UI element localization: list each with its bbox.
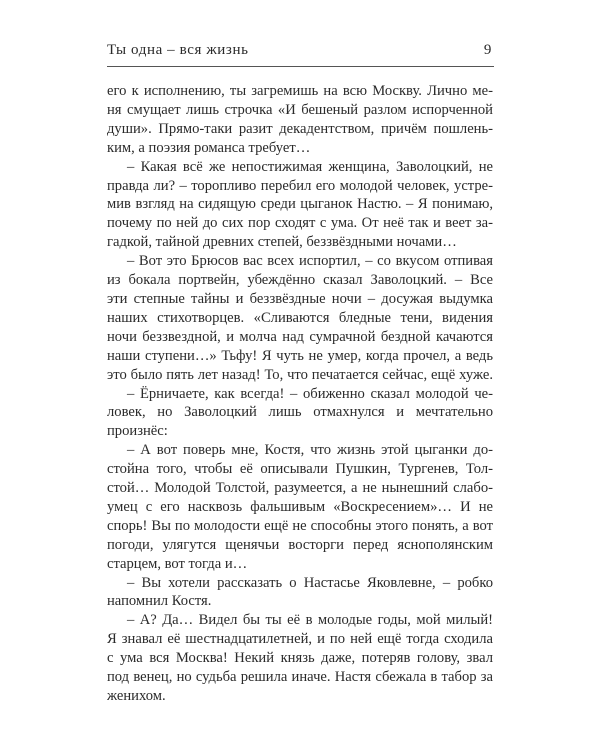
page-number: 9 bbox=[483, 42, 492, 58]
text-line: под венец, но судьба решила иначе. Настя сбежала в табор за bbox=[107, 669, 493, 686]
text-line: старцем, вот тогда и… bbox=[107, 555, 248, 572]
text-line: эти степные тайны и беззвёздные ночи – досужая выдумка bbox=[107, 290, 493, 307]
page-body-text bbox=[107, 82, 493, 706]
text-line: стойна того, чтобы её описывали Пушкин, Тургенев, Тол- bbox=[107, 461, 493, 478]
text-line: наших стихотворцев. «Сливаются бледные тени, видения bbox=[107, 309, 493, 326]
text-line: напомнил Костя. bbox=[107, 593, 212, 610]
text-line: его к исполнению, ты загремишь на всю Москву. Лично ме- bbox=[107, 83, 493, 99]
text-line: это было пять лет назад! То, что печатается сейчас, ещё хуже. bbox=[107, 366, 493, 383]
text-line: с ума вся Москва! Некий князь даже, потеряв голову, звал bbox=[107, 650, 493, 667]
text-line: ловек, но Заволоцкий лишь отмахнулся и мечтательно bbox=[107, 404, 493, 421]
text-line: – Ёрничаете, как всегда! – обиженно сказал молодой че- bbox=[127, 385, 493, 402]
running-title: Ты одна – вся жизнь bbox=[107, 42, 249, 58]
text-line: умец с его насквозь фальшивым «Воскресением»… И не bbox=[107, 498, 493, 515]
text-line: женихом. bbox=[107, 688, 166, 704]
text-line: души». Прямо-таки разит декадентством, причём пошлень- bbox=[107, 120, 493, 137]
text-line: спорь! Вы по молодости ещё не способны этого понять, а вот bbox=[107, 517, 493, 534]
text-line: погоди, улягутся щенячьи восторги перед яснополянским bbox=[107, 536, 493, 553]
text-line: – Вот это Брюсов вас всех испортил, – со вкусом отпивая bbox=[127, 253, 493, 270]
text-line: ня смущает лишь строчка «И бешеный разлом испорченной bbox=[107, 101, 493, 118]
text-line: – Какая всё же непостижимая женщина, Заволоцкий, не bbox=[127, 158, 493, 175]
text-line: произнёс: bbox=[107, 423, 168, 440]
text-line: ким, а поэзия романса требует… bbox=[107, 139, 311, 156]
text-line: стой… Молодой Толстой, разумеется, а не нынешний слабо- bbox=[107, 480, 493, 497]
text-line: мив взгляд на сидящую среди цыганок Настю. – Я понимаю, bbox=[107, 196, 493, 213]
text-line: Я знавал её шестнадцатилетней, и по ней ещё тогда сходила bbox=[107, 631, 493, 648]
text-line: наши ступени…» Тьфу! Я чуть не умер, когда прочел, а ведь bbox=[107, 347, 493, 364]
text-line: – А вот поверь мне, Костя, что жизнь этой цыганки до- bbox=[127, 442, 493, 459]
running-header bbox=[107, 40, 494, 67]
text-line: правда ли? – торопливо перебил его молодой человек, устре- bbox=[107, 177, 493, 194]
text-line: ночи беззвездной, и молча над сумрачной бездной качаются bbox=[107, 328, 493, 345]
text-line: почему по ней до сих пор сходят с ума. От неё так и веет за- bbox=[107, 215, 493, 232]
text-line: – Вы хотели рассказать о Настасье Яковлевне, – робко bbox=[127, 574, 493, 591]
text-line: из бокала портвейн, убеждённо сказал Заволоцкий. – Все bbox=[107, 272, 493, 289]
text-line: – А? Да… Видел бы ты её в молодые годы, мой милый! bbox=[127, 612, 493, 629]
text-line: гадкой, тайной древних степей, беззвёздными ночами… bbox=[107, 234, 457, 251]
